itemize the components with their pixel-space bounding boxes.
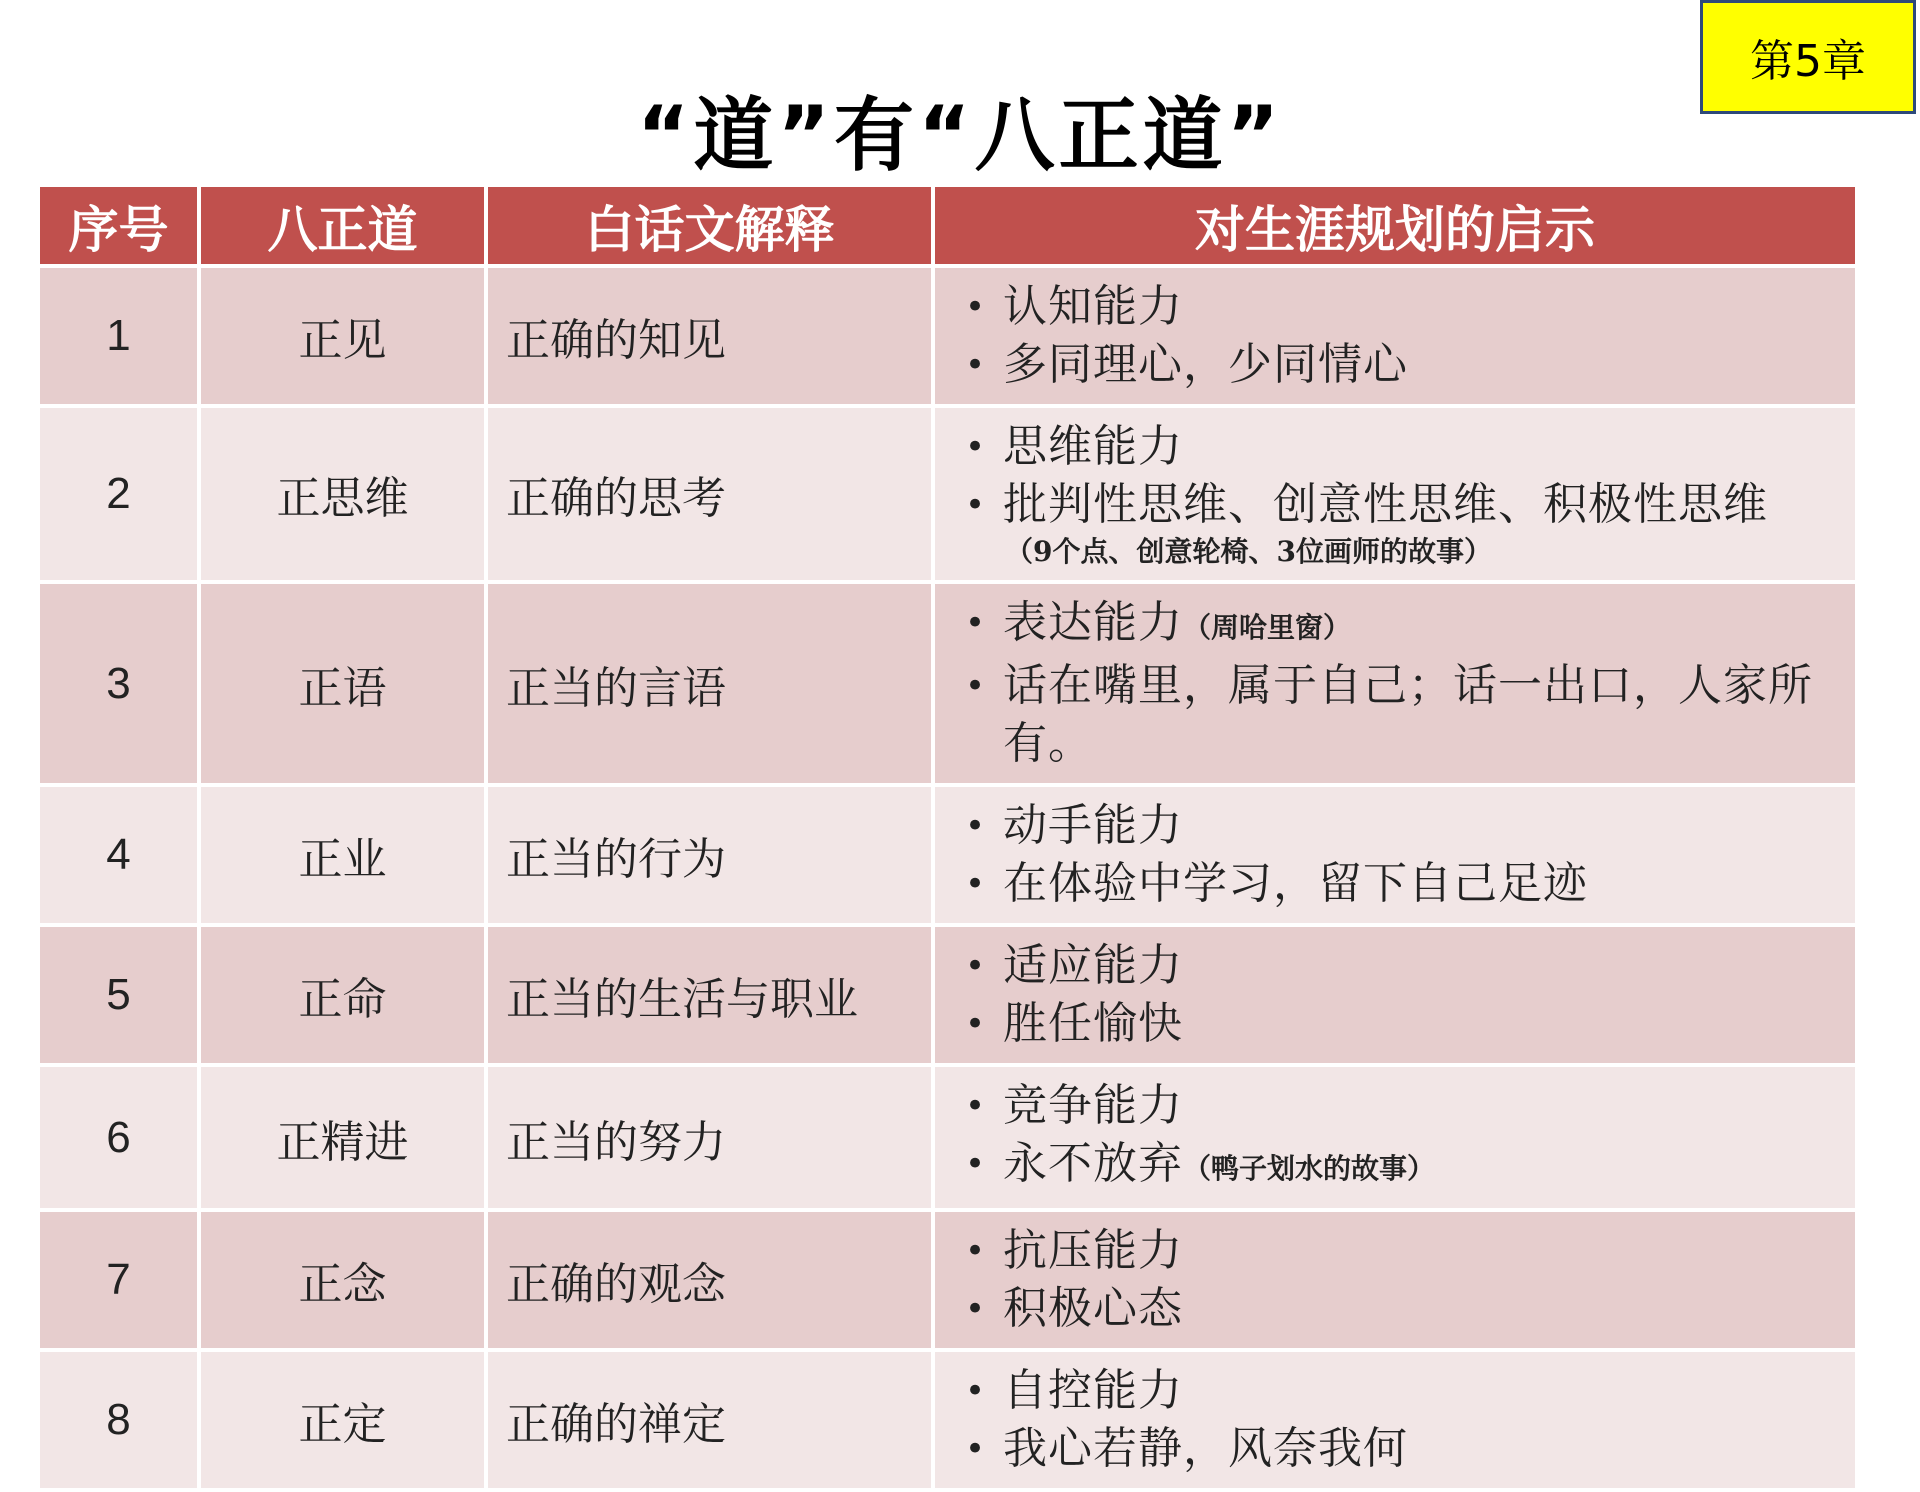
career-insight bbox=[935, 927, 1855, 1063]
insight-list bbox=[965, 1362, 1839, 1478]
insight-item bbox=[965, 797, 1839, 855]
insight-text: 表达能力 bbox=[1003, 597, 1183, 648]
insight-text: 抗压能力 bbox=[1003, 1225, 1183, 1276]
insight-item bbox=[965, 1077, 1839, 1135]
table-row bbox=[40, 584, 1855, 783]
insight-text: 多同理心，少同情心 bbox=[1003, 339, 1408, 390]
table-row bbox=[40, 408, 1855, 580]
insight-text: 在体验中学习，留下自己足迹 bbox=[1003, 858, 1588, 909]
path-name: 正命 bbox=[201, 927, 484, 1063]
insight-text: 话在嘴里，属于自己；话一出口，人家所有。 bbox=[1003, 660, 1813, 769]
row-number: 3 bbox=[40, 584, 197, 783]
insight-text: 认知能力 bbox=[1003, 281, 1183, 332]
insight-list bbox=[965, 418, 1839, 534]
header-insight: 对生涯规划的启示 bbox=[935, 187, 1855, 264]
path-explanation: 正当的努力 bbox=[488, 1067, 931, 1208]
insight-list bbox=[965, 594, 1839, 773]
career-insight bbox=[935, 1352, 1855, 1488]
insight-text: 胜任愉快 bbox=[1003, 998, 1183, 1049]
path-name: 正定 bbox=[201, 1352, 484, 1488]
table-row bbox=[40, 268, 1855, 404]
table-row bbox=[40, 1212, 1855, 1348]
insight-text: 思维能力 bbox=[1003, 421, 1183, 472]
insight-text: 批判性思维、创意性思维、积极性思维 bbox=[1003, 479, 1768, 530]
path-explanation: 正当的言语 bbox=[488, 584, 931, 783]
insight-text: 动手能力 bbox=[1003, 800, 1183, 851]
path-name: 正见 bbox=[201, 268, 484, 404]
insight-item bbox=[965, 1362, 1839, 1420]
path-explanation: 正确的观念 bbox=[488, 1212, 931, 1348]
insight-item bbox=[965, 278, 1839, 336]
insight-item bbox=[965, 995, 1839, 1053]
path-explanation: 正确的思考 bbox=[488, 408, 931, 580]
career-insight bbox=[935, 584, 1855, 783]
row-number: 2 bbox=[40, 408, 197, 580]
path-name: 正念 bbox=[201, 1212, 484, 1348]
header-number: 序号 bbox=[40, 187, 197, 264]
page-title: “道”有“八正道” bbox=[636, 89, 1284, 182]
path-name: 正语 bbox=[201, 584, 484, 783]
insight-list bbox=[965, 1222, 1839, 1338]
insight-item bbox=[965, 594, 1839, 657]
career-insight bbox=[935, 408, 1855, 580]
insight-item bbox=[965, 418, 1839, 476]
chapter-badge: 第5章 bbox=[1700, 0, 1916, 114]
career-insight bbox=[935, 268, 1855, 404]
path-name: 正精进 bbox=[201, 1067, 484, 1208]
path-name: 正思维 bbox=[201, 408, 484, 580]
insight-list bbox=[965, 797, 1839, 913]
row-number: 8 bbox=[40, 1352, 197, 1488]
insight-list bbox=[965, 278, 1839, 394]
insight-text: 竞争能力 bbox=[1003, 1080, 1183, 1131]
insight-item bbox=[965, 855, 1839, 913]
table-header-row bbox=[40, 187, 1855, 264]
insight-item bbox=[965, 1135, 1839, 1198]
row-number: 7 bbox=[40, 1212, 197, 1348]
insight-text: 积极心态 bbox=[1003, 1283, 1183, 1334]
row-number: 6 bbox=[40, 1067, 197, 1208]
insight-item bbox=[965, 1280, 1839, 1338]
table-row bbox=[40, 927, 1855, 1063]
insight-item bbox=[965, 1222, 1839, 1280]
path-explanation: 正确的知见 bbox=[488, 268, 931, 404]
header-explanation: 白话文解释 bbox=[488, 187, 931, 264]
career-insight bbox=[935, 1212, 1855, 1348]
insight-note: （周哈里窗） bbox=[1183, 611, 1352, 644]
insight-subnote: （9个点、创意轮椅、3位画师的故事） bbox=[1005, 535, 1492, 568]
insight-list bbox=[965, 1077, 1839, 1198]
insight-text: 我心若静，风奈我何 bbox=[1003, 1423, 1408, 1474]
eightfold-path-table bbox=[36, 183, 1859, 1492]
row-number: 5 bbox=[40, 927, 197, 1063]
path-explanation: 正当的生活与职业 bbox=[488, 927, 931, 1063]
insight-item bbox=[965, 476, 1839, 534]
career-insight bbox=[935, 787, 1855, 923]
insight-item bbox=[965, 657, 1839, 773]
header-path: 八正道 bbox=[201, 187, 484, 264]
insight-text: 适应能力 bbox=[1003, 940, 1183, 991]
insight-list bbox=[965, 937, 1839, 1053]
row-number: 4 bbox=[40, 787, 197, 923]
table-row bbox=[40, 787, 1855, 923]
career-insight bbox=[935, 1067, 1855, 1208]
path-explanation: 正确的禅定 bbox=[488, 1352, 931, 1488]
insight-item bbox=[965, 937, 1839, 995]
insight-text: 永不放弃 bbox=[1003, 1138, 1183, 1189]
path-name: 正业 bbox=[201, 787, 484, 923]
insight-note: （鸭子划水的故事） bbox=[1183, 1152, 1436, 1185]
insight-item bbox=[965, 1420, 1839, 1478]
row-number: 1 bbox=[40, 268, 197, 404]
insight-item bbox=[965, 336, 1839, 394]
table-row bbox=[40, 1067, 1855, 1208]
insight-text: 自控能力 bbox=[1003, 1365, 1183, 1416]
path-explanation: 正当的行为 bbox=[488, 787, 931, 923]
table-row bbox=[40, 1352, 1855, 1488]
